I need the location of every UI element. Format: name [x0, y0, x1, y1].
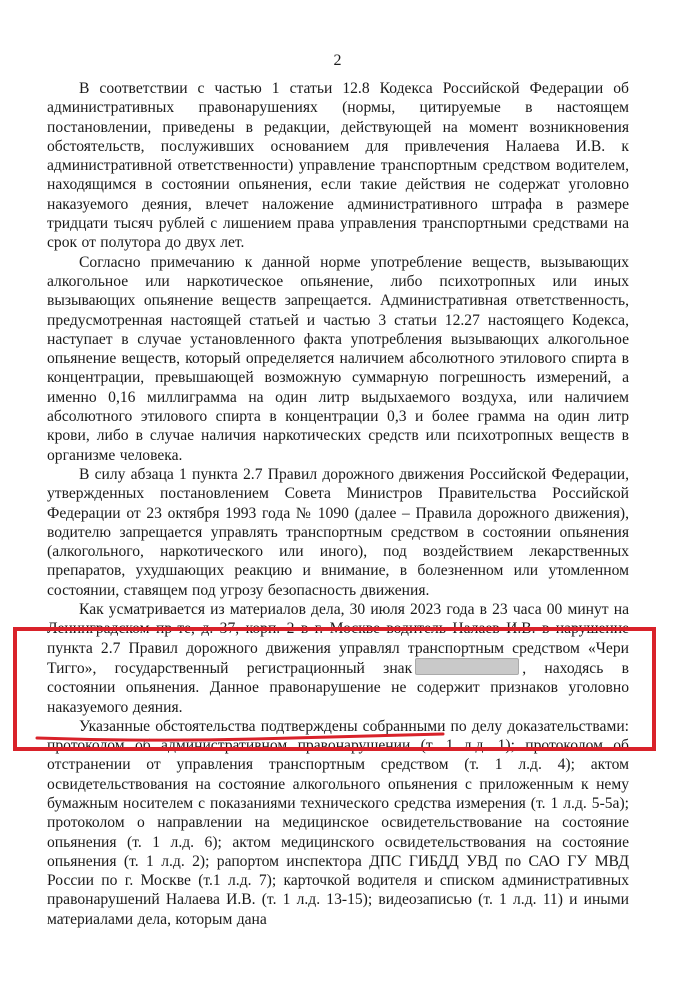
- circumstances-text-start: Как усматривается из материалов дела, 30 июля 2023 года в 23 часа 00 минут на Ленинградском пр-те, д. 37, корп. 2 в г. Москве водитель Налаев И.В. в нарушение пункта 2.7 Правил дорожного движения управлял транспортным средством «Чери Тигго», государственный регистрационный знак: [47, 601, 629, 677]
- red-underline-annotation: [35, 729, 445, 745]
- paragraph-article-12-8: В соответствии с частью 1 статьи 12.8 Кодекса Российской Федерации об административных правонарушениях (нормы, цитируемые в настоящем постановлении, приведены в редакции, действующей на момент возникновения обстоятельств, послуживших основанием для привлечения Налаева И.В. к административной ответственности) управление транспортным средством водителем, находящимся в состоянии опьянения, если такие действия не содержат уголовно наказуемого деяния, влечет наложение административного штрафа в размере тридцати тысяч рублей с лишением права управления транспортными средствами на срок от полутора до двух лет.: [47, 80, 629, 252]
- page-number: 2: [333, 52, 342, 69]
- paragraph-evidence: Указанные обстоятельства подтверждены собранными по делу доказательствами: протоколом об административном правонарушении (т. 1 л.д. 1); протоколом об отстранении от управления транспортным средством (т. 1 л.д. 4); актом освидетельствования на состояние алкогольного опьянения с приложенным к нему бумажным носителем с показаниями технического средства измерения (т. 1 л.д. 5-5а); протоколом о направлении на медицинское освидетельствование на состояние опьянения (т. 1 л.д. 6); актом медицинского освидетельствования на состояние опьянения (т. 1 л.д. 2); рапортом инспектора ДПС ГИБДД УВД по САО ГУ МВД России по г. Москве (т.1 л.д. 7); карточкой водителя и списком административных правонарушений Налаева И.В. (т. 1 л.д. 13-15); видеозаписью (т. 1 л.д. 11) и иными материалами дела, которым дана: [47, 717, 629, 928]
- paragraph-circumstances: [47, 600, 629, 717]
- redacted-plate-number: [415, 658, 519, 675]
- paragraph-traffic-rules: В силу абзаца 1 пункта 2.7 Правил дорожного движения Российской Федерации, утвержденных постановлением Совета Министров Правительства Российской Федерации от 23 октября 1993 года № 1090 (далее – Правила дорожного движения), водителю запрещается управлять транспортным средством в состоянии опьянения (алкогольного, наркотического или иного), под воздействием лекарственных препаратов, ухудшающих реакцию и внимание, в болезненном или утомленном состоянии, ставящем под угрозу безопасность движения.: [47, 465, 629, 599]
- circumstances-text-end: , находясь в состоянии опьянения. Данное правонарушение не содержит признаков уголовно наказуемого деяния.: [47, 659, 629, 716]
- paragraph-note: Согласно примечанию к данной норме употребление веществ, вызывающих алкогольное или наркотическое опьянение, либо психотропных или иных вызывающих опьянение веществ запрещается. Административная ответственность, предусмотренная настоящей статьей и частью 3 статьи 12.27 настоящего Кодекса, наступает в случае установленного факта употребления вызывающих алкогольное опьянение веществ, который определяется наличием абсолютного этилового спирта в концентрации, превышающей возможную суммарную погрешность измерений, а именно 0,16 миллиграмма на один литр выдыхаемого воздуха, или наличием абсолютного этилового спирта в концентрации 0,3 и более грамма на один литр крови, либо в случае наличия наркотических средств или психотропных веществ в организме человека.: [47, 253, 629, 464]
- document-body: [47, 79, 629, 929]
